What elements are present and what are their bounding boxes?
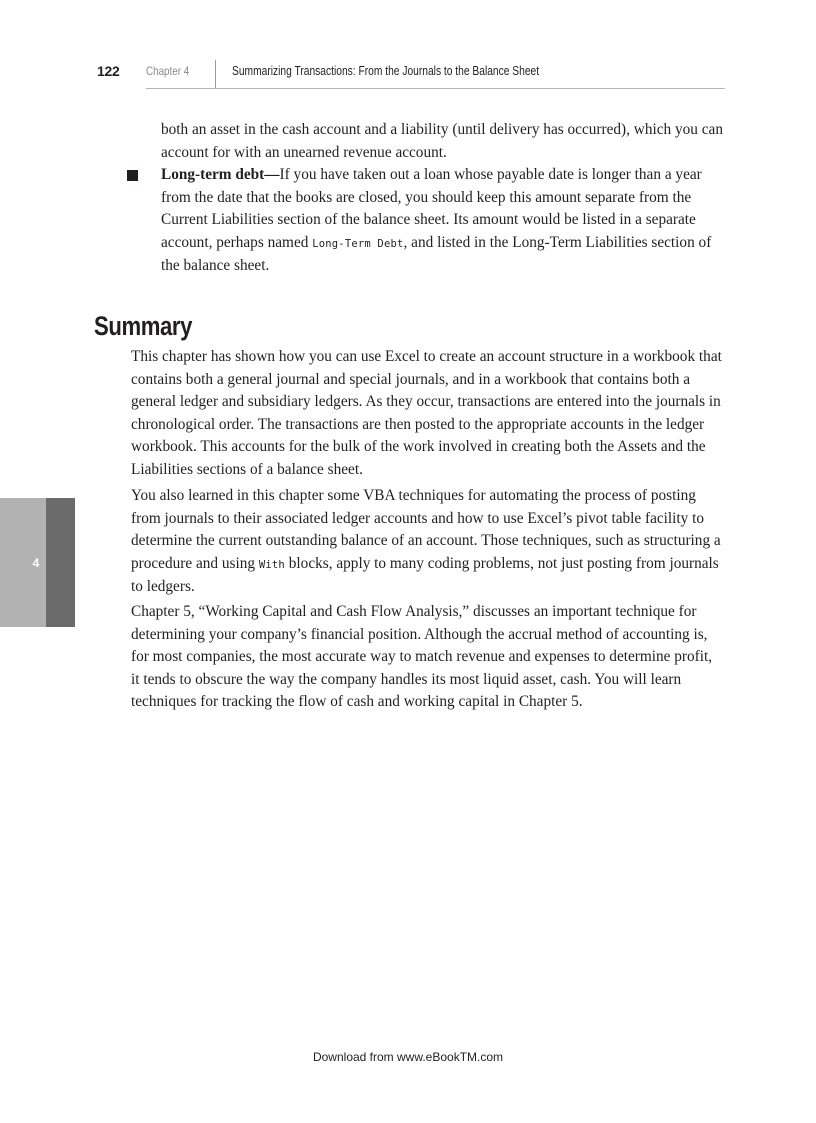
bullet-term: Long-term debt— xyxy=(161,166,280,183)
section-heading-summary: Summary xyxy=(94,311,193,341)
running-title: Summarizing Transactions: From the Journals to the Balance Sheet xyxy=(232,64,540,78)
thumb-tab-number: 4 xyxy=(32,556,40,570)
code-long-term-debt: Long-Term Debt xyxy=(312,237,404,250)
chapter-label: Chapter 4 xyxy=(146,64,190,78)
paragraph-text: You also learned in this chapter some VBA techniques for automating the process of posting from journals to their associated ledger accounts and how to use Excel’s pivot table facility to determine the current outstanding balance of an account. Those techniques, such as structuring a procedure and using xyxy=(131,487,721,572)
summary-paragraph-3: Chapter 5, “Working Capital and Cash Flow Analysis,” discusses an important technique for determining your company’s financial position. Although the accrual method of accounting is, for most companies, the most accurate way to match revenue and expenses to determine profit, it tends to obscure the way the company handles its most liquid asset, cash. You will learn techniques for tracking the flow of cash and working capital in Chapter 5. xyxy=(131,603,713,710)
bullet-text-end: , and listed in the Long-Term Liabilities section of the balance sheet. xyxy=(161,233,712,274)
code-with: With xyxy=(258,558,285,571)
square-bullet-icon xyxy=(127,170,138,181)
paragraph-text-end: blocks, apply to many coding problems, not just posting from journals to ledgers. xyxy=(131,554,719,595)
download-footer: Download from www.eBookTM.com xyxy=(312,1050,504,1064)
bullet-item-long-term-debt xyxy=(161,164,731,278)
chapter-thumb-tab xyxy=(0,498,75,627)
continued-paragraph: both an asset in the cash account and a liability (until delivery has occurred), which you can account for with an unearned revenue account. xyxy=(161,121,723,161)
header-separator xyxy=(215,60,216,88)
bullet-text: If you have taken out a loan whose payable date is longer than a year from the date that the books are closed, you should keep this amount separate from the Current Liabilities section of the balance sheet. Its amount would be listed in a separate account, perhaps named xyxy=(161,166,702,251)
page-number: 122 xyxy=(97,63,120,79)
thumb-tab-dark xyxy=(46,498,75,627)
summary-paragraph-2 xyxy=(131,485,723,599)
page-header xyxy=(97,60,725,90)
summary-paragraph-1: This chapter has shown how you can use Excel to create an account structure in a workbook that contains both a general journal and special journals, and in a workbook that contains both a general ledger and subsidiary ledgers. As they occur, transactions are entered into the journals in chronological order. The transactions are then posted to the appropriate accounts in the ledger workbook. This accounts for the bulk of the work involved in creating both the Assets and the Liabilities sections of a balance sheet. xyxy=(131,348,722,478)
header-rule xyxy=(146,88,725,89)
